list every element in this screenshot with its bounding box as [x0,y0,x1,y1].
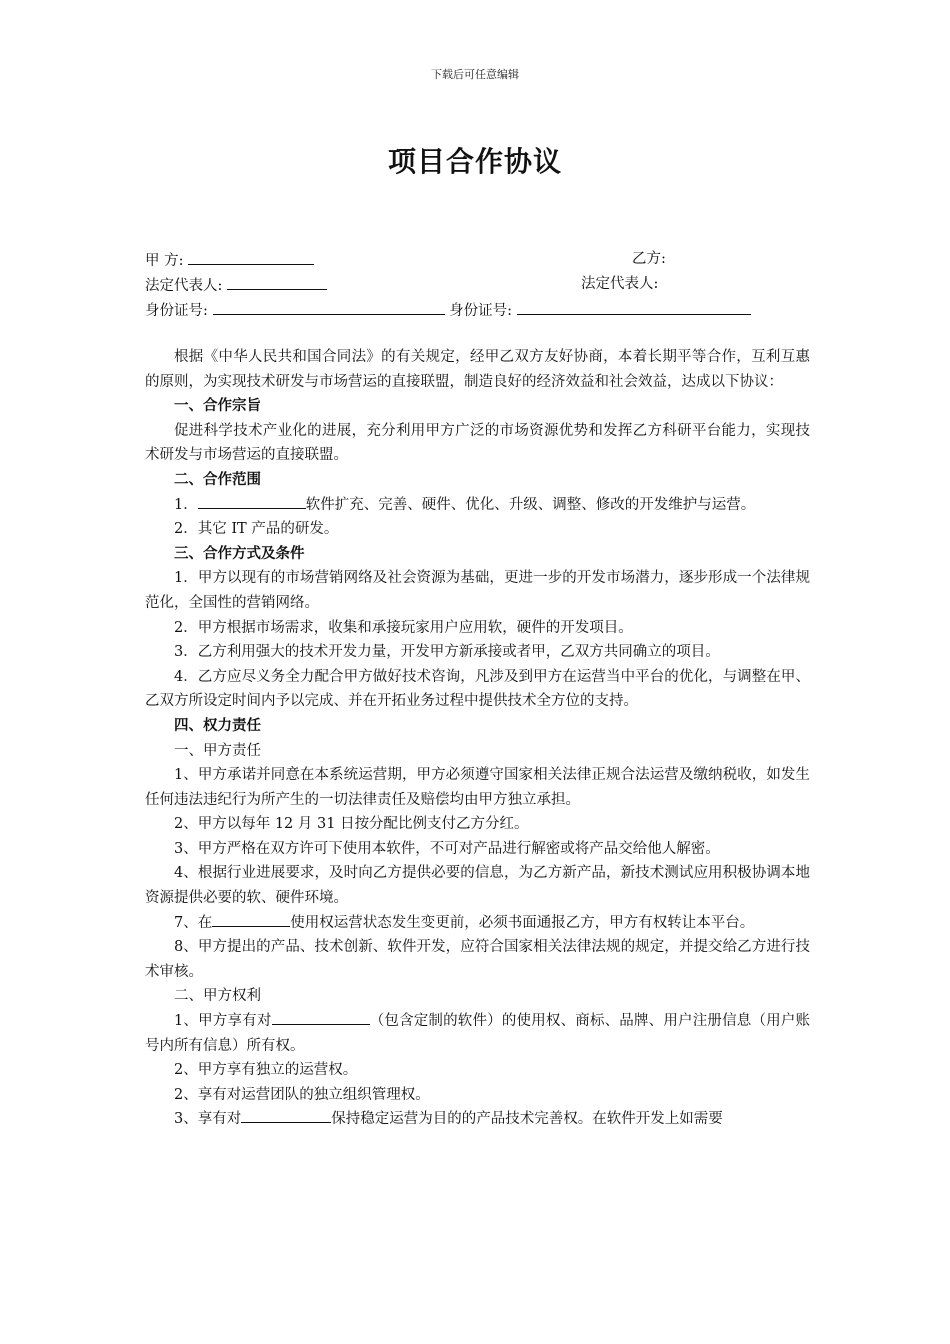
paragraph: 3、甲方严格在双方许可下使用本软件，不可对产品进行解密或将产品交给他人解密。 [174,840,720,857]
subsection-heading: 一、甲方责任 [174,742,261,759]
party-a-label: 甲 方: [145,253,184,269]
id-line [145,299,751,321]
paragraph: 1．甲方以现有的市场营销网络及社会资源为基础，更进一步的开发市场潜力，逐步形成一个法律规范化，全国性的营销网络。 [145,570,810,611]
party-a-blank [188,249,314,265]
party-b-line [632,249,666,269]
section-heading: 四、权力责任 [174,716,261,734]
rep-a-line [145,274,327,296]
paragraph: 促进科学技术产业化的进展，充分利用甲方广泛的市场资源优势和发挥乙方科研平台能力，实现技术研发与市场营运的直接联盟。 [145,422,810,464]
paragraph [145,911,810,936]
party-a-line [145,249,314,271]
item-prefix: 3、享有对 [174,1111,242,1128]
paragraph [145,1009,810,1058]
paragraph [145,493,810,518]
item-suffix: 保持稳定运营为目的的产品技术完善权。在软件开发上如需要 [331,1111,723,1128]
paragraph: 2、享有对运营团队的独立组织管理权。 [174,1086,430,1103]
intro-paragraph: 根据《中华人民共和国合同法》的有关规定，经甲乙双方友好协商，本着长期平等合作，互利互惠的原则，为实现技术研发与市场营运的直接联盟，制造良好的经济效益和社会效益，达成以下协议： [145,349,810,390]
id-a-label: 身份证号: [145,303,208,319]
paragraph: 2．甲方根据市场需求，收集和承接玩家用户应用软，硬件的开发项目。 [174,619,633,636]
paragraph: 4．乙方应尽义务全力配合甲方做好技术咨询，凡涉及到甲方在运营当中平台的优化，与调整在甲、乙双方所设定时间内予以完成、并在开拓业务过程中提供技术全方位的支持。 [145,668,810,710]
item-suffix: （包含定制的软件）的使用权、商标、品牌、用户注册信息（用户账号内所有信息）所有权。 [145,1013,810,1054]
rep-a-label: 法定代表人: [145,278,223,294]
paragraph: 1、甲方承诺并同意在本系统运营期，甲方必须遵守国家相关法律正规合法运营及缴纳税收，如发生任何违法违纪行为所产生的一切法律责任及赔偿均由甲方独立承担。 [145,767,810,808]
paragraph: 8、甲方提出的产品、技术创新、软件开发，应符合国家相关法律法规的规定，并提交给乙方进行技术审核。 [145,939,810,980]
rep-b-label: 法定代表人: [581,276,659,292]
paragraph: 2、甲方享有独立的运营权。 [174,1062,358,1079]
rep-b-line [581,274,658,294]
paragraph: 4、根据行业进展要求，及时向乙方提供必要的信息，为乙方新产品，新技术测试应用积极协调本地资源提供必要的软、硬件环境。 [145,865,810,907]
item-suffix: 使用权运营状态发生变更前，必须书面通报乙方，甲方有权转让本平台。 [290,914,755,931]
paragraph: 2、甲方以每年 12 月 31 日按分配比例支付乙方分红。 [174,816,529,833]
paragraph: 3．乙方利用强大的技术开发力量，开发甲方新承接或者甲，乙双方共同确立的项目。 [174,644,720,661]
id-b-blank [517,299,751,315]
item-prefix: 7、在 [174,914,213,931]
fill-blank [272,1009,370,1025]
agreement-body [145,345,810,1132]
section-heading: 三、合作方式及条件 [174,544,305,562]
fill-blank [212,911,290,927]
fill-blank [198,493,306,509]
item-suffix: 软件扩充、完善、硬件、优化、升级、调整、修改的开发维护与运营。 [305,496,756,513]
rep-a-blank [227,274,327,290]
item-prefix: 1、甲方享有对 [174,1013,272,1030]
fill-blank [241,1107,331,1123]
subsection-heading: 二、甲方权利 [174,988,261,1005]
section-heading: 二、合作范围 [174,470,261,488]
paragraph: 2．其它 IT 产品的研发。 [174,521,339,538]
document-title: 项目合作协议 [387,145,562,178]
party-b-label: 乙方: [632,251,666,267]
header-note: 下载后可任意编辑 [431,68,519,81]
section-heading: 一、合作宗旨 [174,397,261,415]
item-prefix: 1． [174,496,198,513]
id-a-blank [213,299,445,315]
id-b-label: 身份证号: [449,303,512,319]
paragraph [145,1107,810,1132]
